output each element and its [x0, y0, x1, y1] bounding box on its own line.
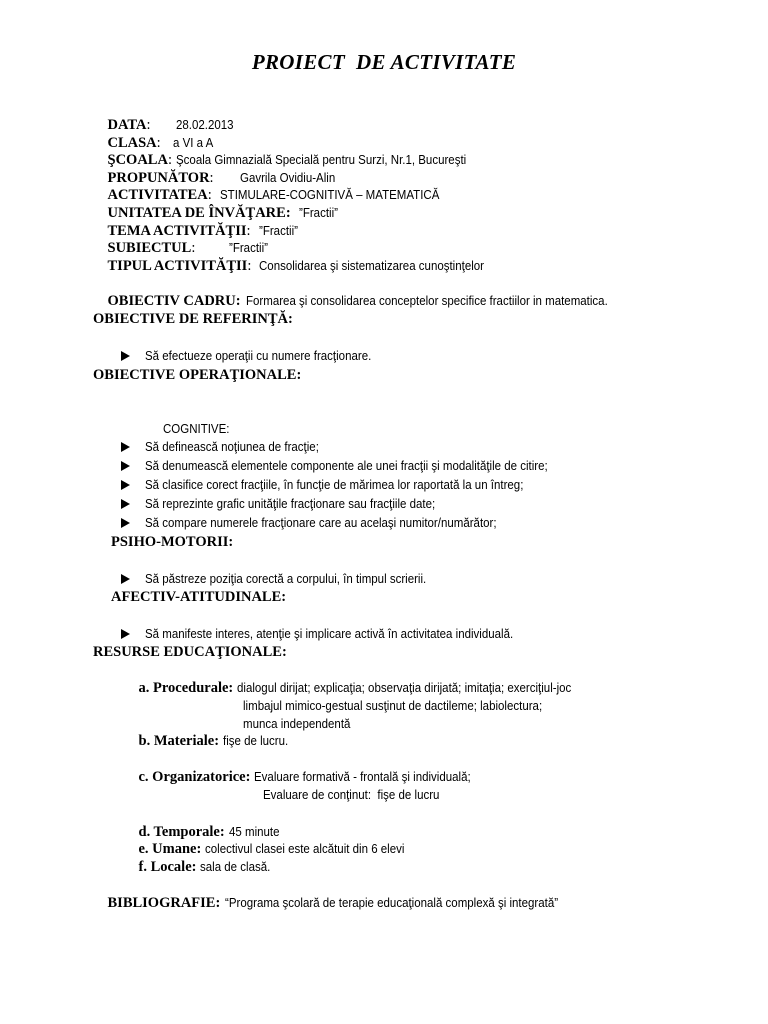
header-value: ”Fractii” — [229, 241, 269, 255]
obiective-referinta-heading: OBIECTIVE DE REFERINŢĂ: — [93, 311, 293, 327]
list-item-text: Să manifeste interes, atenţie şi implicare activă în activitatea individuală. — [144, 627, 513, 641]
obiectiv-cadru-value: Formarea şi consolidarea conceptelor specifice fractiilor in matematica. — [245, 294, 608, 308]
umane-value: colectivul clasei este alcătuit din 6 elevi — [205, 842, 405, 856]
header-label: CLASA — [107, 135, 157, 151]
materiale-value: fişe de lucru. — [223, 734, 289, 748]
list-item-text: Să denumească elementele componente ale unei fracţii şi modalităţile de citire; — [144, 459, 548, 473]
bibliografie-value: “Programa şcolară de terapie educaţională complexă şi integrată” — [225, 896, 559, 910]
header-value: Gavrila Ovidiu-Alin — [239, 171, 335, 185]
list-item-text: Să păstreze poziţia corectă a corpului, în timpul scrierii. — [144, 572, 426, 586]
header-sep: : — [246, 223, 251, 239]
header-value: a VI a A — [172, 136, 213, 150]
header-sep: : — [146, 117, 151, 133]
list-item-text: Să compare numerele fracţionare care au acelaşi numitor/numărător; — [144, 516, 497, 530]
header-sep: : — [156, 135, 161, 151]
header-value: ”Fractii” — [258, 224, 298, 238]
procedurale-label: a. Procedurale: — [138, 680, 234, 696]
list-item-text: Să efectueze operaţii cu numere fracţionare. — [144, 349, 371, 363]
obiective-operationale-heading: OBIECTIVE OPERAŢIONALE: — [93, 367, 302, 383]
arrow-bullet-icon — [121, 629, 130, 639]
header-sep: : — [207, 187, 212, 203]
header-label: DATA — [107, 117, 147, 133]
resurse-heading: RESURSE EDUCAŢIONALE: — [93, 644, 287, 660]
header-label: PROPUNĂTOR — [107, 170, 210, 186]
obiectiv-cadru-label: OBIECTIV CADRU: — [107, 293, 241, 309]
procedurale-line: munca independentă — [242, 717, 350, 731]
header-value: Şcoala Gimnazială Specială pentru Surzi, Nr.1, Bucureşti — [175, 153, 467, 167]
procedurale-line: limbajul mimico-gestual susţinut de dactileme; labiolectura; — [242, 699, 542, 713]
arrow-bullet-icon — [121, 351, 130, 361]
procedurale-line: dialogul dirijat; explicaţia; observaţia dirijată; imitaţia; exerciţiul-joc — [237, 681, 572, 695]
header-sep: : — [247, 258, 252, 274]
temporale-label: d. Temporale: — [138, 824, 225, 840]
header-label: UNITATEA DE ÎNVĂŢARE: — [107, 205, 291, 221]
organizatorice-line: Evaluare formativă - frontală şi individuală; — [254, 770, 472, 784]
bibliografie — [93, 876, 587, 930]
header-value: 28.02.2013 — [176, 118, 235, 132]
organizatorice-label: c. Organizatorice: — [138, 769, 251, 785]
arrow-bullet-icon — [121, 574, 130, 584]
temporale-value: 45 minute — [228, 825, 280, 839]
organizatorice-line: Evaluare de conţinut: fişe de lucru — [262, 788, 439, 802]
header-label: ŞCOALA — [107, 152, 168, 168]
list-item-text: Să clasifice corect fracţiile, în funcţie de mărimea lor raportată la un întreg; — [144, 478, 523, 492]
materiale-label: b. Materiale: — [138, 733, 220, 749]
document-title: PROIECT DE ACTIVITATE — [251, 50, 517, 74]
header-value: STIMULARE-COGNITIVĂ – MATEMATICĂ — [219, 188, 440, 202]
header-label: ACTIVITATEA — [107, 187, 208, 203]
bibliografie-label: BIBLIOGRAFIE: — [107, 895, 221, 911]
header-label: SUBIECTUL — [107, 240, 192, 256]
header-value: ”Fractii” — [298, 206, 338, 220]
list-item-text: Să reprezinte grafic unităţile fracţionare sau fracţiile date; — [144, 497, 435, 511]
afectiv-label: AFECTIV-ATITUDINALE: — [111, 589, 287, 605]
header-value: Consolidarea şi sistematizarea cunoştinţelor — [259, 259, 485, 273]
header-label: TIPUL ACTIVITĂŢII — [107, 258, 248, 274]
locale-value: sala de clasă. — [200, 860, 271, 874]
cognitive-label-text: COGNITIVE: — [162, 422, 229, 436]
header-sep: : — [209, 170, 214, 186]
list-item-text: Să definească noţiunea de fracţie; — [144, 440, 319, 454]
header-sep: : — [191, 240, 196, 256]
header-sep: : — [167, 152, 172, 168]
arrow-bullet-icon — [121, 518, 130, 528]
header-label: TEMA ACTIVITĂŢII — [107, 223, 247, 239]
umane-label: e. Umane: — [138, 841, 202, 857]
locale-label: f. Locale: — [138, 859, 197, 875]
psiho-motorii-label: PSIHO-MOTORII: — [111, 534, 234, 550]
